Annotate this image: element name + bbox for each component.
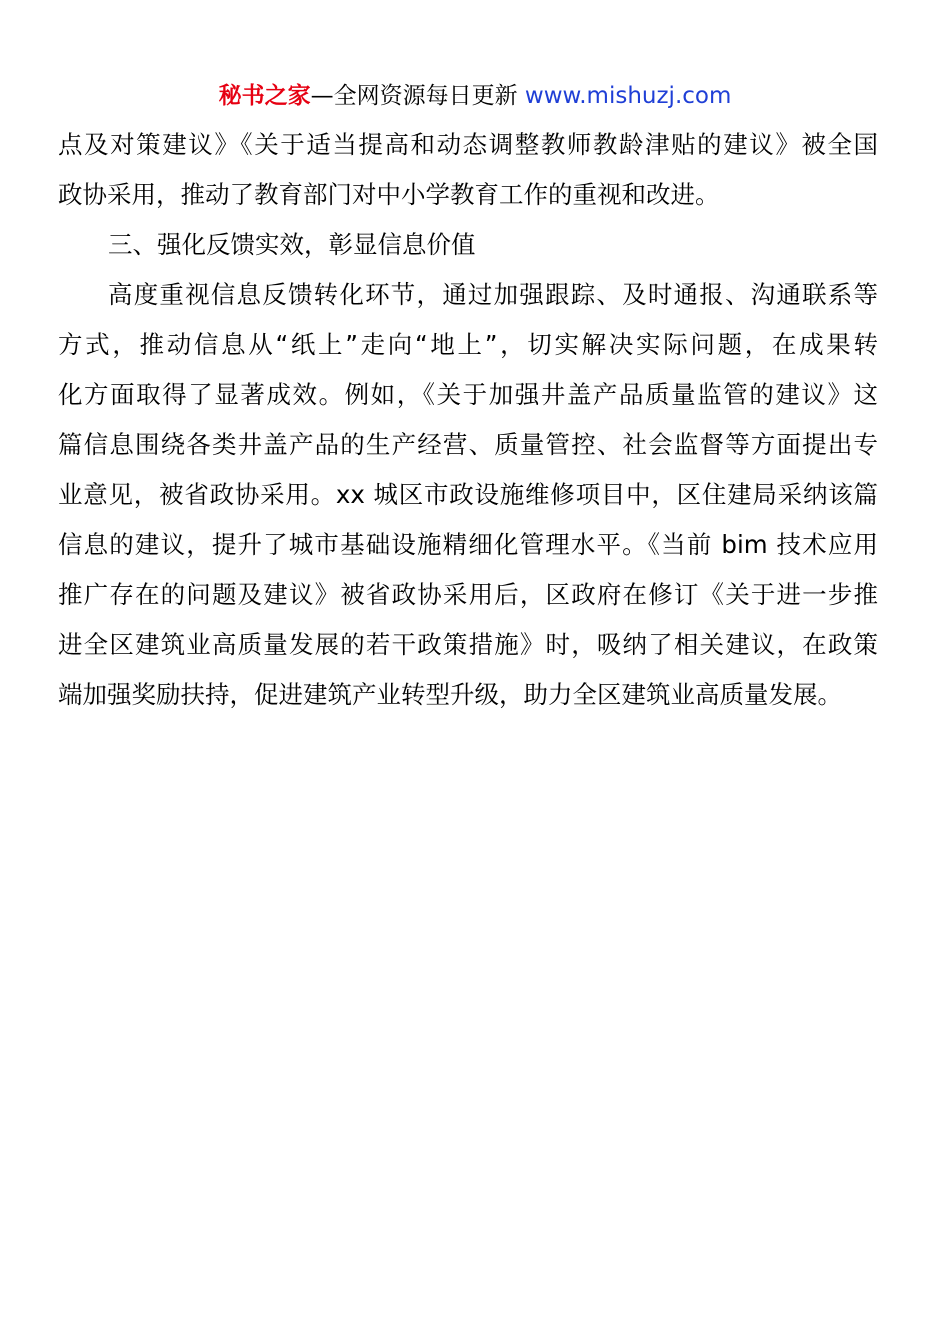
- body-line: 高度重视信息反馈转化环节，通过加强跟踪、及时通报、沟通联系等: [108, 280, 878, 309]
- body-line: 化方面取得了显著成效。例如，《关于加强井盖产品质量监管的建议》这: [58, 380, 878, 409]
- body-line: 篇信息围绕各类井盖产品的生产经营、质量管控、社会监督等方面提出专: [58, 430, 878, 459]
- brand-name: 秘书之家: [218, 83, 311, 109]
- header-tagline: —全网资源每日更新: [310, 83, 518, 109]
- body-line: 信息的建议，提升了城市基础设施精细化管理水平。《当前 bim 技术应用: [58, 530, 878, 559]
- body-line: 端加强奖励扶持，促进建筑产业转型升级，助力全区建筑业高质量发展。: [58, 680, 842, 709]
- body-line: 政协采用，推动了教育部门对中小学教育工作的重视和改进。: [58, 180, 720, 209]
- section-heading: 三、强化反馈实效，彰显信息价值: [108, 230, 476, 259]
- body-line: 业意见，被省政协采用。xx 城区市政设施维修项目中，区住建局采纳该篇: [58, 480, 878, 509]
- body-line: 推广存在的问题及建议》被省政协采用后，区政府在修订《关于进一步推: [58, 580, 878, 609]
- page-header: [0, 80, 950, 112]
- body-line: 进全区建筑业高质量发展的若干政策措施》时，吸纳了相关建议，在政策: [58, 630, 878, 659]
- body-line: 方式，推动信息从“纸上”走向“地上”，切实解决实际问题，在成果转: [58, 330, 878, 359]
- document-body: [58, 120, 878, 720]
- body-line: 点及对策建议》《关于适当提高和动态调整教师教龄津贴的建议》被全国: [58, 130, 878, 159]
- site-url[interactable]: www.mishuzj.com: [524, 83, 732, 109]
